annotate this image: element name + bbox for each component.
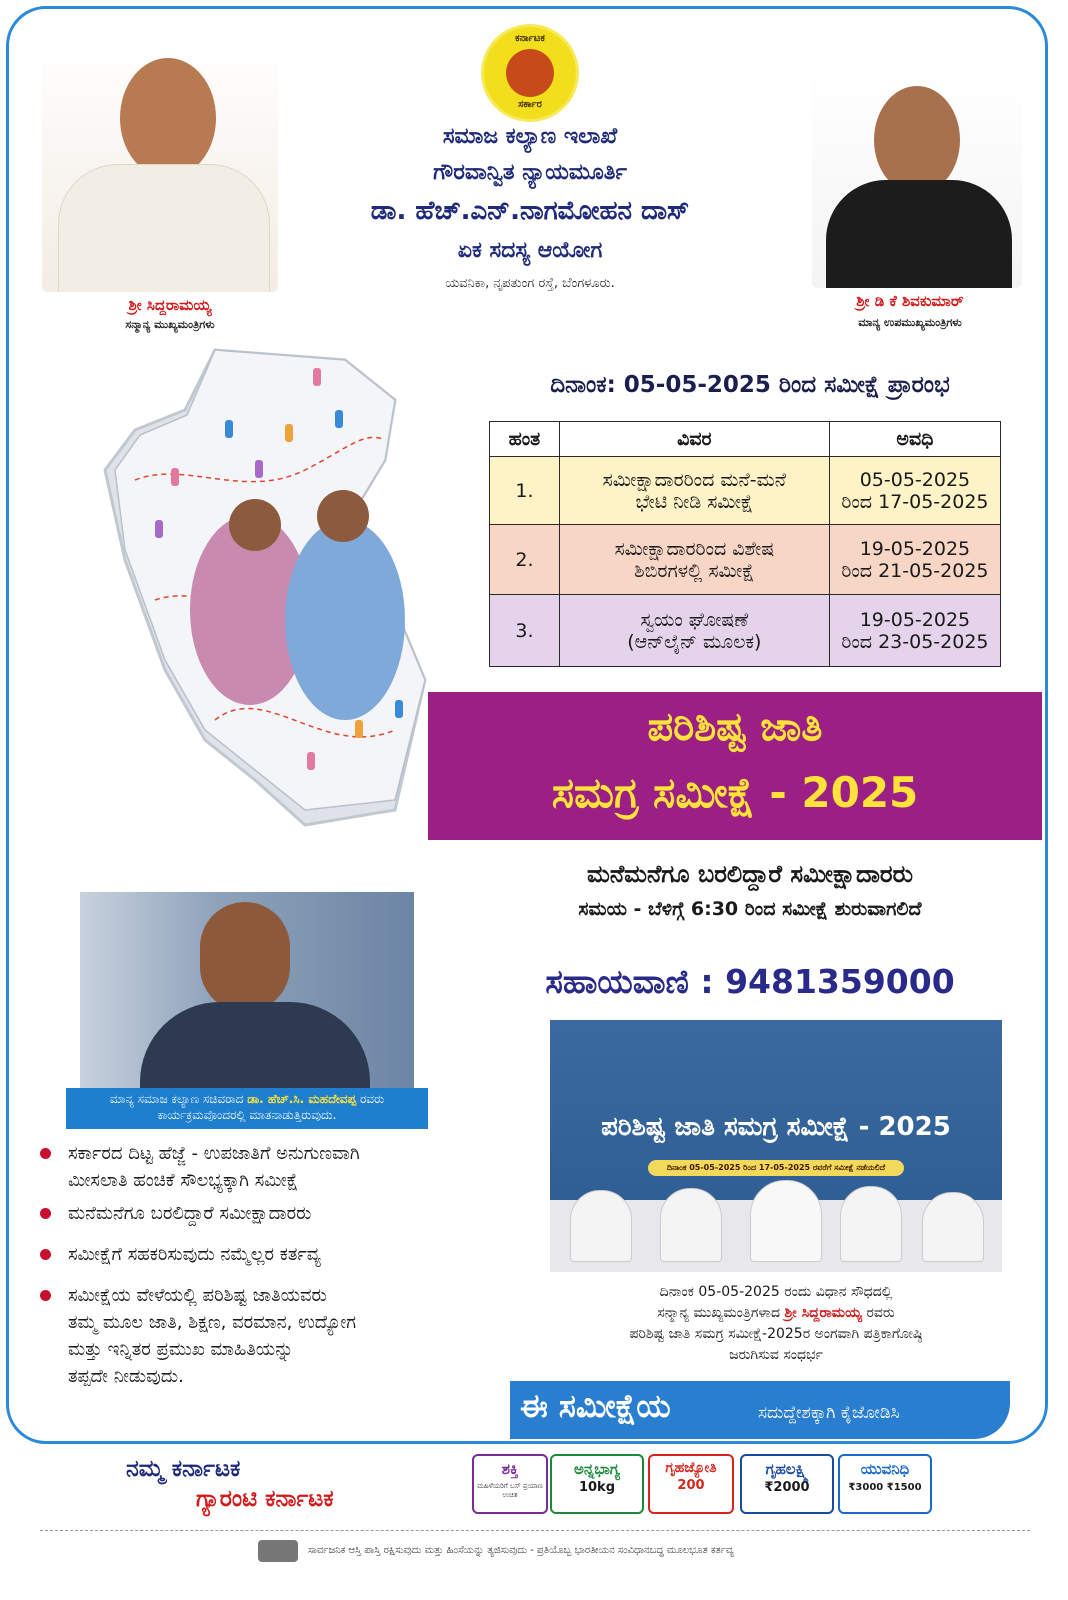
table-row [490,457,1001,525]
press-photo-title: ಪರಿಶಿಷ್ಟ ಜಾತಿ ಸಮಗ್ರ ಸಮೀಕ್ಷೆ - 2025 [601,1112,951,1142]
emblem-bottom-text: ಸರ್ಕಾರ [518,99,542,110]
col-stage: ಹಂತ [490,422,560,457]
bullet-list [40,1140,500,1390]
cta-big: ಈ ಸಮೀಕ್ಷೆಯ [520,1387,671,1425]
row-period: 19-05-2025 ರಿಂದ 21-05-2025 [829,525,1000,595]
col-detail: ವಿವರ [559,422,829,457]
list-item: ಮನೆಮನೆಗೂ ಬರಲಿದ್ದಾರೆ ಸಮೀಕ್ಷಾದಾರರು [40,1200,500,1227]
table-header-row [490,422,1001,457]
bullet-icon [40,1148,51,1159]
banner-line2: ಸಮಗ್ರ ಸಮೀಕ್ಷೆ - 2025 [551,768,919,817]
footer-note: ಸಾರ್ವಜನಿಕ ಆಸ್ತಿ ಪಾಸ್ತಿ ರಕ್ಷಿಸುವುದು ಮತ್ತು ಹಿಂಸೆಯನ್ನು ತ್ಯಜಿಸುವುದು - ಪ್ರತಿಯೊಬ್ಬ ಭಾರತೀಯನ ಸಂವಿಧಾನಬದ್ಧ ಮೂಲಭೂತ ಕರ್ತವ್ಯ [308,1545,734,1556]
dcm-portrait [812,70,1022,288]
header-line2: ಗೌರವಾನ್ವಿತ ನ್ಯಾಯಮೂರ್ತಿ [433,160,627,185]
schedule-table [489,421,1001,667]
info-line2: ಸಮಯ - ಬೆಳಿಗ್ಗೆ 6:30 ರಿಂದ ಸಮೀಕ್ಷೆ ಶುರುವಾಗಲಿದೆ [578,898,922,920]
row-detail: ಸ್ವಯಂ ಘೋಷಣೆ (ಆನ್‌ಲೈನ್ ಮೂಲಕ) [559,595,829,667]
bullet-icon [40,1208,51,1219]
list-item: ಸಮೀಕ್ಷೆಗೆ ಸಹಕರಿಸುವುದು ನಮ್ಮೆಲ್ಲರ ಕರ್ತವ್ಯ [40,1241,500,1268]
table-row [490,595,1001,667]
press-conference-photo [550,1020,1002,1272]
row-detail: ಸಮೀಕ್ಷಾದಾರರಿಂದ ವಿಶೇಷ ಶಿಬಿರಗಳಲ್ಲಿ ಸಮೀಕ್ಷೆ [559,525,829,595]
press-caption: ದಿನಾಂಕ 05-05-2025 ರಂದು ವಿಧಾನ ಸೌಧದಲ್ಲಿ ಸನ್ಮಾನ್ಯ ಮುಖ್ಯಮಂತ್ರಿಗಳಾದ ಶ್ರೀ ಸಿದ್ದರಾಮಯ್ಯ ರವರು ಪರಿಶಿಷ್ಟ ಜಾತಿ ಸಮಗ್ರ ಸಮೀಕ್ಷೆ-2025ರ ಅಂಗವಾಗಿ ಪತ್ರಿಕಾಗೋಷ್ಠಿ ಜರುಗಿಸುವ ಸಂಧರ್ಭ [629,1284,923,1363]
minister-caption: ಮಾನ್ಯ ಸಮಾಜ ಕಲ್ಯಾಣ ಸಚಿವರಾದ ಡಾ. ಹೆಚ್.ಸಿ. ಮಹದೇವಪ್ಪ ರವರು ಕಾರ್ಯಕ್ರಮವೊಂದರಲ್ಲಿ ಮಾತನಾಡುತ್ತಿರುವುದು. [66,1088,428,1129]
dept-title: ಸಮಾಜ ಕಲ್ಯಾಣ ಇಲಾಖೆ [442,124,618,149]
scheme-gruhalakshmi-logo: ಗೃಹಲಕ್ಷ್ಮಿ ₹2000 [740,1454,834,1514]
dcm-role: ಮಾನ್ಯ ಉಪಮುಖ್ಯಮಂತ್ರಿಗಳು [858,316,962,329]
row-stage: 1. [490,457,560,525]
header-line3: ಡಾ. ಹೆಚ್.ಎನ್.ನಾಗಮೋಹನ ದಾಸ್ [370,196,690,226]
dcm-name: ಶ್ರೀ ಡಿ ಕೆ ಶಿವಕುಮಾರ್ [856,292,964,310]
ashoka-emblem-icon [258,1540,298,1562]
row-period: 05-05-2025 ರಿಂದ 17-05-2025 [829,457,1000,525]
scheme-annabhagya-logo: ಅನ್ನಭಾಗ್ಯ 10kg [550,1454,644,1514]
guarantee-line1: ನಮ್ಮ ಕರ್ನಾಟಕ [126,1456,241,1482]
cta-small: ಸದುದ್ದೇಶಕ್ಕಾಗಿ ಕೈಜೋಡಿಸಿ [758,1403,900,1423]
cm-portrait [42,44,278,292]
table-row [490,525,1001,595]
scheme-yuvanidhi-logo: ಯುವನಿಧಿ ₹3000 ₹1500 [838,1454,932,1514]
row-stage: 3. [490,595,560,667]
cm-role: ಸನ್ಮಾನ್ಯ ಮುಖ್ಯಮಂತ್ರಿಗಳು [125,318,215,331]
karnataka-map-illustration [95,340,450,840]
info-line1: ಮನೆಮನೆಗೂ ಬರಲಿದ್ದಾರೆ ಸಮೀಕ್ಷಾದಾರರು [587,860,913,888]
schedule-heading: ದಿನಾಂಕ: 05-05-2025 ರಿಂದ ಸಮೀಕ್ಷೆ ಪ್ರಾರಂಭ [550,372,950,398]
survey-banner [428,692,1042,840]
scheme-gruhajyothi-logo: ಗೃಹಜ್ಯೋತಿ 200 [648,1454,734,1514]
karnataka-emblem-icon [481,24,579,122]
list-item: ಸಮೀಕ್ಷೆಯ ವೇಳೆಯಲ್ಲಿ ಪರಿಶಿಷ್ಟ ಜಾತಿಯವರು ತಮ್ಮ ಮೂಲ ಜಾತಿ, ಶಿಕ್ಷಣ, ವರಮಾನ, ಉದ್ಯೋಗ ಮತ್ತು ಇನ್ನಿತರ ಪ್ರಮುಖ ಮಾಹಿತಿಯನ್ನು ತಪ್ಪದೇ ನೀಡುವುದು. [40,1282,500,1390]
row-period: 19-05-2025 ರಿಂದ 23-05-2025 [829,595,1000,667]
emblem-top-text: ಕರ್ನಾಟಕ [515,33,545,44]
footer-divider [40,1530,1030,1531]
header-line4: ಏಕ ಸದಸ್ಯ ಆಯೋಗ [457,238,603,263]
helpline: ಸಹಾಯವಾಣಿ : 9481359000 [545,962,955,1001]
col-period: ಅವಧಿ [829,422,1000,457]
list-item: ಸರ್ಕಾರದ ದಿಟ್ಟ ಹೆಜ್ಜೆ - ಉಪಜಾತಿಗೆ ಅನುಗುಣವಾಗಿ ಮೀಸಲಾತಿ ಹಂಚಿಕೆ ಸೌಲಭ್ಯಕ್ಕಾಗಿ ಸಮೀಕ್ಷೆ [40,1140,500,1194]
address: ಯವನಿಕಾ, ನೃಪತುಂಗ ರಸ್ತೆ, ಬೆಂಗಳೂರು. [445,276,615,291]
cta-band [510,1381,1010,1439]
bullet-icon [40,1249,51,1260]
minister-photo [80,892,414,1088]
scheme-shakti-logo: ಶಕ್ತಿ ಮಹಿಳೆಯರಿಗೆ ಬಸ್ ಪ್ರಯಾಣ ಉಚಿತ [472,1454,548,1514]
banner-line1: ಪರಿಶಿಷ್ಟ ಜಾತಿ [647,704,823,750]
cm-name: ಶ್ರೀ ಸಿದ್ದರಾಮಯ್ಯ [128,296,212,314]
press-photo-strip: ದಿನಾಂಕ 05-05-2025 ರಿಂದ 17-05-2025 ರವರೆಗೆ ಸಮೀಕ್ಷೆ ನಡೆಯಲಿದೆ [648,1160,904,1176]
guarantee-line2: ಗ್ಯಾರಂಟಿ ಕರ್ನಾಟಕ [196,1486,334,1512]
row-stage: 2. [490,525,560,595]
row-detail: ಸಮೀಕ್ಷಾದಾರರಿಂದ ಮನೆ-ಮನೆ ಭೇಟಿ ನೀಡಿ ಸಮೀಕ್ಷೆ [559,457,829,525]
bullet-icon [40,1290,51,1301]
